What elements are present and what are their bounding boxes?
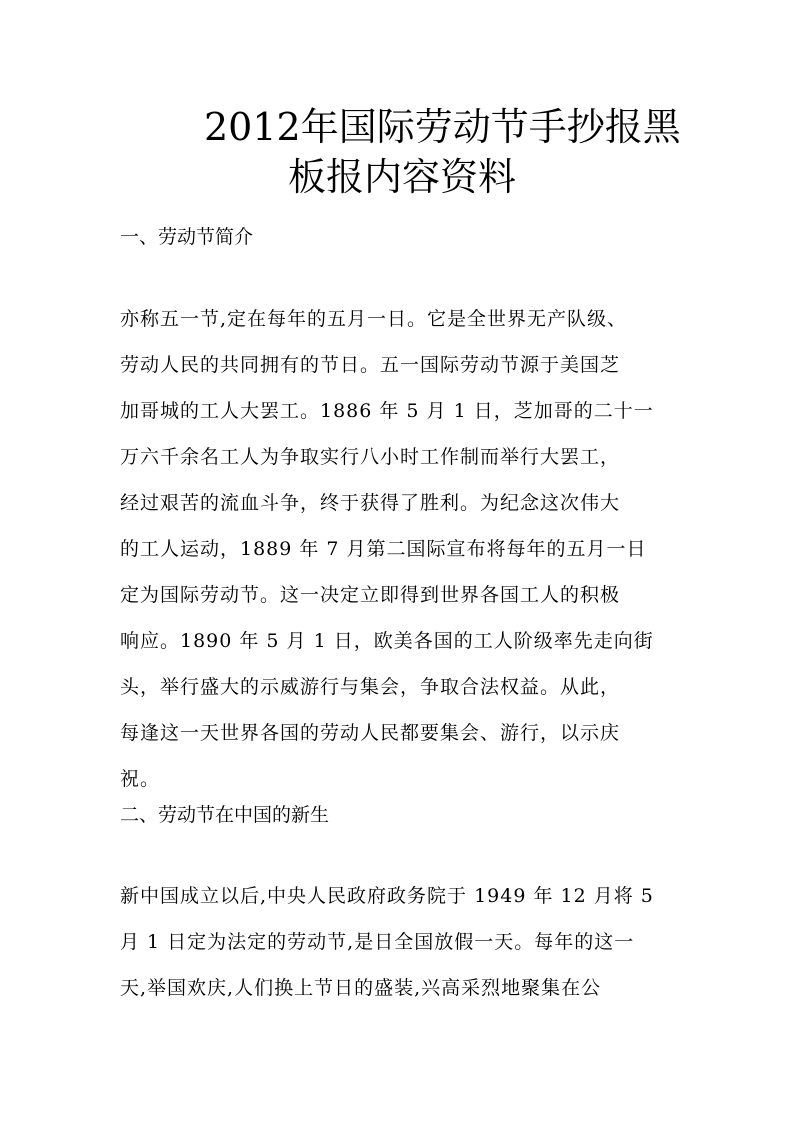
text-line: 月 1 日定为法定的劳动节,是日全国放假一天。每年的这一 [120,931,635,953]
section-heading-intro: 一、劳动节简介 [120,226,254,248]
text-line: 新中国成立以后,中央人民政府政务院于 1949 年 12 月将 5 [120,885,654,907]
text-line: 定为国际劳动节。这一决定立即得到世界各国工人的积极 [120,584,621,606]
text-line: 响应。1890 年 5 月 1 日，欧美各国的工人阶级率先走向街 [120,630,654,652]
text-line: 经过艰苦的流血斗争，终于获得了胜利。为纪念这次伟大 [120,492,621,514]
section-body-china [120,873,680,1011]
text-line: 头，举行盛大的示威游行与集会，争取合法权益。从此， [120,676,621,698]
text-line: 加哥城的工人大罢工。1886 年 5 月 1 日，芝加哥的二十一 [120,400,654,422]
text-line: 每逢这一天世界各国的劳动人民都要集会、游行，以示庆 [120,722,621,744]
text-line: 亦称五一节,定在每年的五月一日。它是全世界无产队级、 [120,308,628,330]
section-heading-china: 二、劳动节在中国的新生 [120,804,330,826]
document-title-line-1: 2012年国际劳动节手抄报黑 [204,105,681,149]
section-body-intro [120,296,680,802]
text-line: 天,举国欢庆,人们换上节日的盛装,兴高采烈地聚集在公 [120,977,602,999]
text-line: 劳动人民的共同拥有的节日。五一国际劳动节源于美国芝 [120,354,621,376]
document-title-line-2: 板报内容资料 [288,155,517,199]
text-line: 的工人运动，1889 年 7 月第二国际宣布将每年的五月一日 [120,538,647,560]
text-line: 祝。 [120,768,161,790]
text-line: 万六千余名工人为争取实行八小时工作制而举行大罢工， [120,446,621,468]
